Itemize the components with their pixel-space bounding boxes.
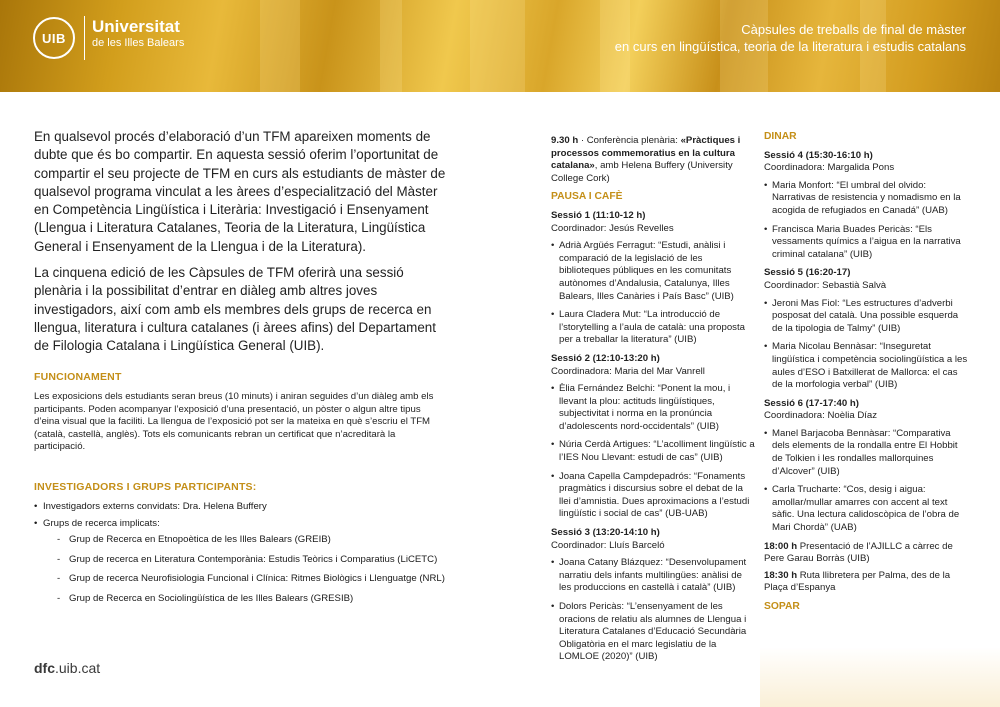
list-item	[57, 593, 446, 606]
list-item	[57, 534, 446, 547]
session-5-title: Sessió 5 (16:20-17)	[764, 267, 851, 279]
list-item	[551, 471, 756, 521]
list-item	[764, 180, 969, 218]
dash-icon: -	[57, 534, 61, 546]
grup-text: Grup de recerca en Literatura Contemporània: Estudis Teòrics i Comparatius (LiCETC)	[69, 553, 438, 565]
bullet-icon: •	[34, 517, 38, 529]
bullet-icon: •	[551, 309, 555, 321]
list-item	[34, 518, 446, 606]
event-ruta	[764, 570, 969, 595]
bullet-icon: •	[551, 240, 555, 252]
grups-list	[43, 534, 446, 605]
sopar-heading: SOPAR	[764, 601, 800, 612]
intro-text	[34, 128, 446, 364]
list-item	[551, 240, 756, 303]
university-name: Universitat	[92, 17, 180, 36]
list-item	[764, 224, 969, 262]
bullet-icon: •	[764, 179, 768, 191]
list-item	[34, 501, 446, 514]
talk-text: Manel Barjacoba Bennàsar: “Comparativa dels elements de la rondalla entre El Hobbit de Tolkien i les rondalles mallorquines d’Alcover” (UIB)	[772, 427, 958, 477]
talk-text: Maria Nicolau Bennàsar: “Inseguretat lingüística i competència sociolingüística a les aules d’ESO i Batxillerat de Mallorca: el cas de la morfologia verbal” (UIB)	[772, 341, 968, 391]
externs-text: Investigadors externs convidats: Dra. Helena Buffery	[43, 501, 267, 512]
bullet-icon: •	[551, 470, 555, 482]
session-6-coordinator: Coordinadora: Noèlia Díaz	[764, 410, 878, 422]
intro-paragraph-2: La cinquena edició de les Càpsules de TFM oferirà una sessió plenària i la possibilitat d’entrar en diàleg amb altres joves investigadors, així com amb els membres dels grups de recerca en llengua, literatura i cultura catalanes (i àrees afins) del Departament de Filologia Catalana i Lingüística General (UIB).	[34, 265, 436, 354]
session-2-coordinator: Coordinadora: Maria del Mar Vanrell	[551, 365, 705, 377]
session-4-title: Sessió 4 (15:30-16:10 h)	[764, 149, 873, 161]
funcionament-text: Les exposicions dels estudiants seran breus (10 minuts) i aniran seguides d’un diàleg amb els participants. Poden acompanyar l’exposició d’una presentació, un pòster o algun altre tipus d’eina visual que la faciliti. La llengua de l’exposició pot ser la mateixa en què s’escriu el TFM (català, castellà, anglès). Tots els comunicants rebran un certificat que n’acreditarà la participació.	[34, 391, 434, 453]
program-column-morning	[551, 131, 756, 670]
bullet-icon: •	[764, 297, 768, 309]
grup-text: Grup de recerca Neurofisiologia Funcional i Clínica: Ritmes Biològics i Llenguatge (NRL)	[69, 573, 445, 585]
list-item	[57, 554, 446, 567]
dash-icon: -	[57, 573, 61, 585]
bullet-icon: •	[764, 341, 768, 353]
investigadors-heading: INVESTIGADORS I GRUPS PARTICIPANTS:	[34, 481, 257, 493]
event-text: Presentació de l’AJILLC a càrrec de Pere Garau Borràs (UIB)	[764, 540, 953, 565]
session-4-list	[764, 180, 969, 262]
talk-text: Dolors Pericàs: “L’ensenyament de les oracions de relatiu als alumnes de Llengua i Literatura Catalanes d’Educació Secundària Obligatòria en el marc legislatiu de la LOMLOE (2020)” (UIB)	[559, 601, 747, 663]
title-line-2: en curs en lingüística, teoria de la literatura i estudis catalans	[614, 39, 966, 54]
university-subtitle: de les Illes Balears	[92, 37, 185, 49]
talk-text: Laura Cladera Mut: “La introducció de l’storytelling a l’aula de català: una proposta per a treballar la literatura” (UIB)	[559, 309, 745, 346]
program-column-afternoon	[764, 131, 969, 620]
session-1-list	[551, 240, 756, 347]
session-3-list	[551, 557, 756, 664]
investigadors-section	[34, 481, 446, 613]
list-item	[764, 484, 969, 534]
grup-text: Grup de Recerca en Sociolingüística de les Illes Balears (GRESIB)	[69, 592, 354, 604]
talk-text: Èlia Fernández Belchi: “Ponent la mou, i llevant la plou: actituds lingüístiques, subjectivitat i norma en la pronúncia d’adolescents nord-occidentals” (UIB)	[559, 383, 731, 432]
pausa-heading: PAUSA I CAFÈ	[551, 191, 623, 203]
plenaria-entry	[551, 135, 756, 185]
dinar-heading: DINAR	[764, 131, 797, 142]
grup-text: Grup de Recerca en Etnopoètica de les Illes Balears (GREIB)	[69, 534, 331, 546]
session-1-coordinator: Coordinador: Jesús Revelles	[551, 222, 674, 234]
talk-text: Maria Monfort: “El umbral del olvido: Narrativas de resistencia y nomadismo en la acogida de refugiados en Canadá” (UAB)	[772, 179, 961, 216]
bullet-icon: •	[551, 557, 555, 569]
talk-text: Núria Cerdà Artigues: “L’acolliment lingüístic a l’IES Nou Llevant: estudi de cas” (UIB)	[559, 439, 755, 464]
list-item	[764, 341, 969, 391]
session-6-list	[764, 428, 969, 535]
document-title	[615, 21, 966, 55]
bullet-icon: •	[764, 223, 768, 235]
title-line-1: Càpsules de treballs de final de màster	[741, 22, 966, 37]
list-item	[551, 309, 756, 347]
funcionament-section	[34, 371, 446, 454]
session-2-title: Sessió 2 (12:10-13:20 h)	[551, 352, 660, 364]
intro-paragraph-1: En qualsevol procés d’elaboració d’un TFM apareixen moments de dubte que és bo compartir. En aquesta sessió oferim l’oportunitat de compartir el seu projecte de TFM en curs als estudiants de màster de qualsevol programa vinculat a les àrees d’especialització del Màster en Competència Lingüística i Literària: Investigació i Ensenyament (Llengua i Literatura Catalanes, Teoria de la Literatura, Lingüística General i Ensenyament de la Llengua i de la Literatura).	[34, 129, 446, 254]
list-item	[764, 428, 969, 478]
talk-text: Joana Catany Blázquez: “Desenvolupament narratiu dels infants multilingües: anàlisi de les produccions en castellà i català” (UIB)	[559, 557, 747, 594]
bullet-icon: •	[34, 501, 38, 512]
talk-text: Joana Capella Campdepadrós: “Fonaments pragmàtics i discursius sobre el debat de la llei d’amnistia. Dues aproximacions a l’estudi lingüístic i social de cas” (UB-UAB)	[559, 470, 750, 520]
event-text: Ruta llibretera per Palma, des de la Plaça d’Espanya	[764, 569, 951, 594]
plenaria-intro: · Conferència plenària:	[578, 135, 681, 146]
bullet-icon: •	[551, 383, 555, 395]
dash-icon: -	[57, 592, 61, 604]
list-item	[551, 439, 756, 464]
grups-label: Grups de recerca implicats:	[43, 517, 160, 529]
bullet-icon: •	[764, 427, 768, 439]
session-6-title: Sessió 6 (17-17:40 h)	[764, 397, 859, 409]
logo-divider	[84, 16, 85, 60]
talk-text: Adrià Argüés Ferragut: “Estudi, anàlisi i comparació de la legislació de les biblioteques públiques en les comunitats autònomes d’Andalusia, Catalunya, Illes Balears, Illes Canàries i País Basc” (UIB)	[559, 240, 734, 302]
url-suffix: .uib.cat	[55, 660, 101, 676]
corner-decoration	[760, 647, 1000, 707]
funcionament-heading: FUNCIONAMENT	[34, 371, 122, 383]
bullet-icon: •	[551, 601, 555, 612]
bullet-icon: •	[551, 439, 555, 451]
list-item	[551, 557, 756, 595]
page-header	[0, 0, 1000, 92]
list-item	[551, 383, 756, 433]
plenaria-speaker: , amb Helena Buffery (University College Cork)	[551, 160, 733, 184]
dash-icon: -	[57, 553, 61, 565]
list-item	[764, 298, 969, 336]
talk-text: Carla Trucharte: “Cos, desig i aigua: amollar/mullar amarres con accent al text sàfic. Una lectura calidoscòpica de l’obra de Mari Chordà” (UAB)	[772, 484, 960, 534]
uib-logo	[33, 17, 75, 59]
talk-text: Francisca Maria Buades Pericàs: “Els vessaments químics a l’aigua en la narrativa criminal catalana” (UIB)	[772, 223, 961, 260]
plenaria-time: 9.30 h	[551, 135, 579, 146]
session-1-title: Sessió 1 (11:10-12 h)	[551, 209, 646, 221]
session-5-list	[764, 298, 969, 392]
list-item	[551, 601, 756, 664]
session-2-list	[551, 383, 756, 521]
talk-text: Jeroni Mas Fiol: “Les estructures d’adverbi posposat del català. Una possible esquerda de la tipologia de Talmy” (UIB)	[772, 297, 959, 334]
session-5-coordinator: Coordinador: Sebastià Salvà	[764, 279, 887, 291]
investigadors-list	[34, 501, 446, 606]
bullet-icon: •	[764, 484, 768, 496]
url-domain: dfc	[34, 660, 55, 676]
plenaria-title: «Pràctiques i processos commemoratius en la cultura catalana»	[551, 135, 741, 172]
website-link[interactable]	[34, 660, 100, 676]
uib-logo-text: UIB	[42, 30, 66, 46]
event-time: 18:00 h	[764, 540, 798, 552]
session-3-title: Sessió 3 (13:20-14:10 h)	[551, 527, 660, 539]
session-4-coordinator: Coordinadora: Margalida Pons	[764, 162, 895, 174]
list-item	[57, 573, 446, 586]
event-ajillc	[764, 541, 969, 566]
session-3-coordinator: Coordinador: Lluís Barceló	[551, 539, 665, 551]
event-time: 18:30 h	[764, 569, 798, 581]
